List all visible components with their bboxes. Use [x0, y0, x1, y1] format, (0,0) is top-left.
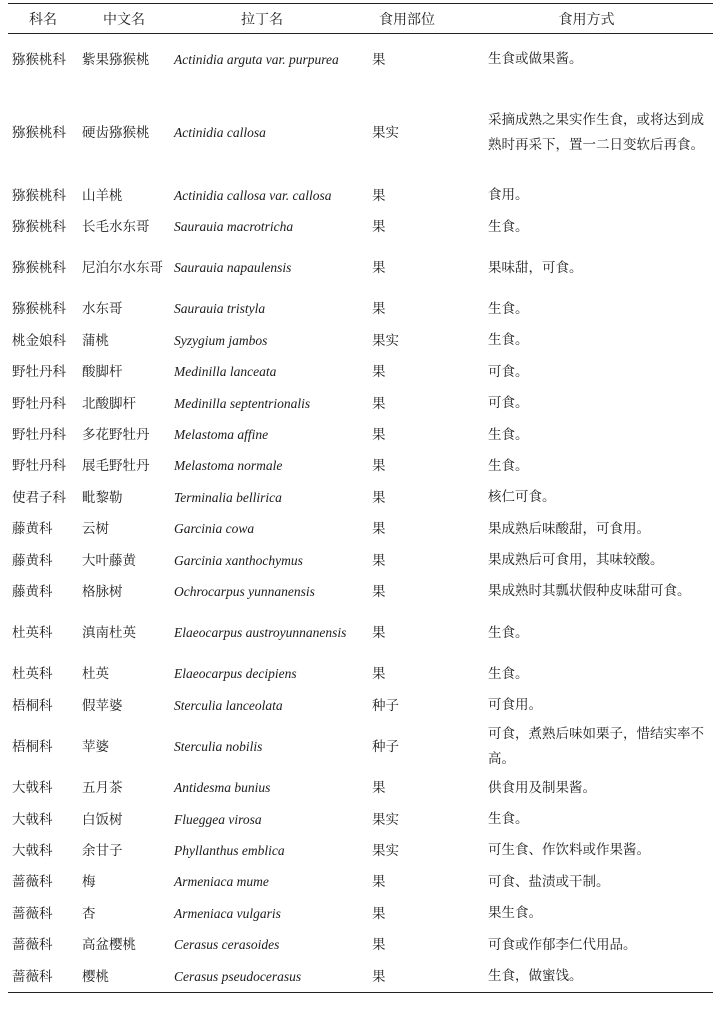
family-cell: 大戟科 — [12, 811, 53, 828]
usage-cell: 食用。 — [488, 187, 529, 204]
latin-name-cell: Melastoma affine — [174, 427, 269, 443]
family-cell: 猕猴桃科 — [12, 301, 66, 318]
family-cell: 猕猴桃科 — [12, 219, 66, 236]
table-row — [8, 419, 713, 450]
table-row — [8, 929, 713, 960]
usage-cell: 可食。 — [488, 395, 529, 412]
chinese-name-cell: 多花野牡丹 — [82, 427, 150, 444]
latin-name-cell: Actinidia callosa var. callosa — [174, 187, 332, 203]
family-cell: 野牡丹科 — [12, 427, 66, 444]
usage-cell: 生食。 — [488, 624, 529, 641]
edible-part-cell: 果实 — [372, 811, 399, 828]
usage-cell: 生食。 — [488, 426, 529, 443]
edible-plants-table — [8, 3, 713, 993]
edible-part-cell: 果 — [372, 780, 386, 797]
edible-part-cell: 果 — [372, 51, 386, 68]
usage-cell: 可食或作郁李仁代用品。 — [488, 936, 637, 953]
usage-cell: 生食或做果酱。 — [488, 51, 583, 67]
chinese-name-cell: 展毛野牡丹 — [82, 458, 150, 475]
chinese-name-cell: 樱桃 — [78, 961, 170, 993]
chinese-name-cell: 五月茶 — [82, 780, 123, 797]
table-row — [8, 961, 713, 993]
table-row — [8, 482, 713, 513]
latin-name-cell: Armeniaca mume — [174, 874, 269, 890]
latin-name-cell: Elaeocarpus austroyunnanensis — [174, 625, 347, 641]
family-cell: 蔷薇科 — [12, 937, 53, 954]
latin-name-cell: Garcinia cowa — [174, 521, 255, 537]
family-cell: 桃金娘科 — [12, 332, 66, 349]
edible-part-cell: 果 — [372, 458, 386, 475]
family-cell: 猕猴桃科 — [12, 124, 66, 141]
edible-part-cell: 果 — [372, 395, 386, 412]
chinese-name-cell: 白饭树 — [82, 811, 123, 828]
usage-cell: 果成熟时其瓢状假种皮味甜可食。 — [488, 583, 691, 600]
latin-name-cell: Actinidia arguta var. purpurea — [174, 51, 339, 67]
edible-part-cell: 果 — [372, 219, 386, 236]
table-row — [8, 690, 713, 721]
usage-cell: 可食。 — [488, 363, 529, 380]
header-chinese-name: 中文名 — [78, 4, 170, 34]
edible-part-cell: 果实 — [372, 332, 399, 349]
edible-part-cell: 果 — [372, 260, 386, 277]
family-cell: 野牡丹科 — [12, 364, 66, 381]
chinese-name-cell: 杏 — [82, 905, 96, 922]
table-row — [8, 514, 713, 545]
edible-part-cell: 种子 — [372, 738, 399, 755]
usage-cell: 生食。 — [488, 218, 529, 235]
latin-name-cell: Saurauia napaulensis — [174, 260, 292, 276]
usage-cell: 可食、盐渍或干制。 — [488, 873, 610, 890]
chinese-name-cell: 余甘子 — [82, 842, 123, 859]
latin-name-cell: Actinidia callosa — [174, 124, 266, 140]
family-cell: 蔷薇科 — [12, 874, 53, 891]
usage-cell: 果成熟后可食用，其味较酸。 — [488, 552, 664, 569]
latin-name-cell: Sterculia nobilis — [174, 738, 263, 754]
usage-cell: 生食。 — [488, 665, 529, 682]
table-row — [8, 451, 713, 482]
chinese-name-cell: 尼泊尔水东哥 — [82, 260, 163, 277]
usage-cell: 核仁可食。 — [488, 489, 556, 506]
family-cell: 蔷薇科 — [12, 905, 53, 922]
table-row — [8, 608, 713, 659]
latin-name-cell: Ochrocarpus yunnanensis — [174, 583, 315, 599]
latin-name-cell: Medinilla lanceata — [174, 364, 277, 380]
family-cell: 藤黄科 — [12, 583, 53, 600]
family-cell: 野牡丹科 — [12, 395, 66, 412]
table-row — [8, 357, 713, 388]
edible-part-cell: 果 — [372, 187, 386, 204]
table-row — [8, 325, 713, 356]
latin-name-cell: Saurauia macrotricha — [174, 219, 294, 235]
latin-name-cell: Melastoma normale — [174, 458, 283, 474]
family-cell: 藤黄科 — [12, 521, 53, 538]
usage-cell: 生食。 — [488, 332, 529, 349]
edible-part-cell: 果 — [372, 666, 386, 683]
edible-part-cell: 果 — [372, 301, 386, 318]
edible-part-cell: 果 — [372, 625, 386, 642]
table-row — [8, 898, 713, 929]
chinese-name-cell: 酸脚杆 — [82, 364, 123, 381]
edible-part-cell: 果 — [372, 489, 386, 506]
latin-name-cell: Antidesma bunius — [174, 780, 271, 796]
latin-name-cell: Saurauia tristyla — [174, 301, 266, 317]
chinese-name-cell: 滇南杜英 — [82, 625, 136, 642]
edible-part-cell: 种子 — [372, 697, 399, 714]
usage-cell: 生食。 — [488, 300, 529, 317]
usage-cell: 果成熟后味酸甜，可食用。 — [488, 520, 650, 537]
table-row — [8, 294, 713, 325]
latin-name-cell: Armeniaca vulgaris — [174, 905, 281, 921]
latin-name-cell: Cerasus cerasoides — [174, 937, 280, 953]
table-row — [8, 867, 713, 898]
usage-cell: 可食用。 — [488, 697, 542, 714]
table-row — [8, 804, 713, 835]
edible-part-cell: 果 — [372, 905, 386, 922]
table-row — [8, 835, 713, 866]
family-cell: 藤黄科 — [12, 552, 53, 569]
usage-cell: 生食。 — [488, 811, 529, 828]
table-row — [8, 211, 713, 242]
chinese-name-cell: 蒲桃 — [82, 332, 109, 349]
chinese-name-cell: 梅 — [82, 874, 96, 891]
family-cell: 猕猴桃科 — [12, 187, 66, 204]
latin-name-cell: Terminalia bellirica — [174, 489, 282, 505]
family-cell: 梧桐科 — [12, 697, 53, 714]
family-cell: 猕猴桃科 — [12, 260, 66, 277]
chinese-name-cell: 紫果猕猴桃 — [82, 51, 150, 68]
chinese-name-cell: 大叶藤黄 — [82, 552, 136, 569]
table-row — [8, 85, 713, 180]
family-cell: 使君子科 — [12, 489, 66, 506]
table-row — [8, 659, 713, 690]
table-row — [8, 388, 713, 419]
table-row — [8, 576, 713, 607]
chinese-name-cell: 高盆樱桃 — [82, 937, 136, 954]
family-cell: 杜英科 — [12, 666, 53, 683]
chinese-name-cell: 长毛水东哥 — [82, 219, 150, 236]
table-row — [8, 721, 713, 772]
latin-name-cell: Cerasus pseudocerasus — [170, 961, 354, 993]
family-cell: 猕猴桃科 — [12, 51, 66, 68]
table-row — [8, 243, 713, 294]
edible-part-cell: 果 — [354, 961, 460, 993]
usage-cell: 果味甜，可食。 — [488, 259, 583, 276]
table-row — [8, 545, 713, 576]
edible-part-cell: 果 — [372, 521, 386, 538]
edible-part-cell: 果 — [372, 427, 386, 444]
usage-cell: 采摘成熟之果实作生食，或将达到成熟时再采下，置一二日变软后再食。 — [488, 111, 704, 153]
latin-name-cell: Sterculia lanceolata — [174, 697, 283, 713]
family-cell: 大戟科 — [12, 842, 53, 859]
latin-name-cell: Flueggea virosa — [174, 811, 262, 827]
family-cell: 梧桐科 — [12, 738, 53, 755]
edible-part-cell: 果 — [372, 552, 386, 569]
family-cell: 蔷薇科 — [8, 961, 78, 993]
usage-cell: 生食。 — [488, 457, 529, 474]
table-header-row — [8, 4, 713, 34]
chinese-name-cell: 水东哥 — [82, 301, 123, 318]
header-family: 科名 — [8, 4, 78, 34]
latin-name-cell: Elaeocarpus decipiens — [174, 666, 297, 682]
chinese-name-cell: 毗黎勒 — [82, 489, 123, 506]
usage-cell: 果生食。 — [488, 905, 542, 922]
chinese-name-cell: 硬齿猕猴桃 — [82, 124, 150, 141]
chinese-name-cell: 假苹婆 — [82, 697, 123, 714]
header-latin-name: 拉丁名 — [170, 4, 354, 34]
header-edible-part: 食用部位 — [354, 4, 460, 34]
edible-part-cell: 果 — [372, 937, 386, 954]
usage-cell: 可食，煮熟后味如栗子，惜结实率不高。 — [488, 725, 704, 767]
latin-name-cell: Phyllanthus emblica — [174, 842, 285, 858]
edible-part-cell: 果实 — [372, 842, 399, 859]
chinese-name-cell: 苹婆 — [82, 738, 109, 755]
family-cell: 大戟科 — [12, 780, 53, 797]
chinese-name-cell: 杜英 — [82, 666, 109, 683]
chinese-name-cell: 山羊桃 — [82, 187, 123, 204]
chinese-name-cell: 格脉树 — [82, 583, 123, 600]
usage-cell: 生食，做蜜饯。 — [460, 961, 713, 993]
latin-name-cell: Syzygium jambos — [174, 332, 268, 348]
header-usage: 食用方式 — [460, 4, 713, 34]
table-row — [8, 180, 713, 211]
chinese-name-cell: 云树 — [82, 521, 109, 538]
usage-cell: 供食用及制果酱。 — [488, 779, 596, 796]
latin-name-cell: Medinilla septentrionalis — [174, 395, 311, 411]
table-row — [8, 34, 713, 86]
chinese-name-cell: 北酸脚杆 — [82, 395, 136, 412]
usage-cell: 可生食、作饮料或作果酱。 — [488, 842, 650, 859]
latin-name-cell: Garcinia xanthochymus — [174, 552, 303, 568]
family-cell: 野牡丹科 — [12, 458, 66, 475]
edible-part-cell: 果 — [372, 583, 386, 600]
table-row — [8, 772, 713, 803]
edible-part-cell: 果 — [372, 874, 386, 891]
edible-part-cell: 果 — [372, 364, 386, 381]
family-cell: 杜英科 — [12, 625, 53, 642]
edible-part-cell: 果实 — [372, 124, 399, 141]
